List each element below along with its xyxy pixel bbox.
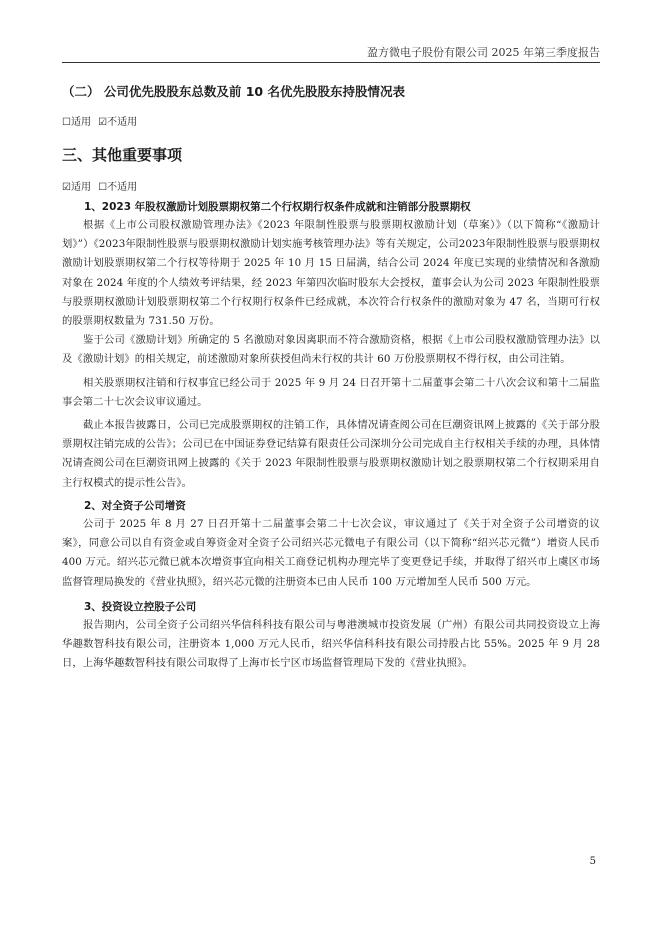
item-3-title: 3、投资设立控股子公司 bbox=[84, 601, 197, 613]
header-rule bbox=[62, 62, 600, 63]
page-number: 5 bbox=[589, 856, 596, 867]
item-2-title: 2、对全资子公司增资 bbox=[84, 500, 186, 512]
applicable-checkbox: ☑适用 bbox=[62, 182, 91, 193]
applicable-checkbox: ☐适用 bbox=[62, 117, 91, 128]
page-header: 盈方微电子股份有限公司 2025 年第三季度报告 bbox=[367, 46, 600, 59]
item-2-paragraph-1: 公司于 2025 年 8 月 27 日召开第十二届董事会第二十七次会议，审议通过了《关于对全资子公司增资的议案》，同意公司以自有资金或自筹资金对全资子公司绍兴芯元微电子有限公司（以下简称“绍兴芯元微”）增资人民币 400 万元。绍兴芯元微已就本次增资事宜向相关工商登记机构办理完毕了变更登记手续，并取得了绍兴市上虞区市场监督管理局换发的《营业执照》，绍兴芯元微的注册资本已由人民币 100 万元增加至人民币 500 万元。 bbox=[62, 518, 600, 588]
item-1-paragraph-2: 鉴于公司《激励计划》所确定的 5 名激励对象因离职而不符合激励资格，根据《上市公司股权激励管理办法》以及《激励计划》的相关规定，前述激励对象所获授但尚未行权的共计 60 万份股票期权不得行权，由公司注销。 bbox=[62, 334, 600, 366]
item-1-paragraph-1: 根据《上市公司股权激励管理办法》《2023 年限制性股票与股票期权激励计划（草案）》（以下简称“《激励计划》”）《2023年限制性股票与股票期权激励计划实施考核管理办法》等有关规定，公司2023年限制性股票与股票期权激励计划股票期权第二个行权等待期于 2025 年 10 月 15 日届满，结合公司 2024 年度已实现的业绩情况和各激励对象在 2024 年度的个人绩效考评结果，经 2023 年第四次临时股东大会授权，董事会认为公司 2023 年限制性股票与股票期权激励计划股票期权第二个行权期行权条件已经成就，本次符合行权条件的激励对象为 47 名，当期可行权的股票期权数量为 731.50 万份。 bbox=[62, 219, 600, 328]
item-1-paragraph-3: 相关股票期权注销和行权事宜已经公司于 2025 年 9 月 24 日召开第十二届董事会第二十八次会议和第十二届监事会第二十七次会议审议通过。 bbox=[62, 377, 600, 409]
not-applicable-checkbox: ☑不适用 bbox=[98, 117, 138, 128]
not-applicable-checkbox: ☐不适用 bbox=[98, 182, 138, 193]
section-2-title: （二） 公司优先股股东总数及前 10 名优先股股东持股情况表 bbox=[62, 84, 405, 99]
section-3-title: 三、其他重要事项 bbox=[62, 146, 183, 164]
item-1-paragraph-4: 截止本报告披露日，公司已完成股票期权的注销工作，具体情况请查阅公司在巨潮资讯网上披露的《关于部分股票期权注销完成的公告》；公司已在中国证券登记结算有限责任公司深圳分公司完成自主行权相关手续的办理，具体情况请查阅公司在巨潮资讯网上披露的《关于 2023 年限制性股票与股票期权激励计划之股票期权第二个行权期采用自主行权模式的提示性公告》。 bbox=[62, 419, 600, 489]
item-1-title: 1、2023 年股权激励计划股票期权第二个行权期行权条件成就和注销部分股票期权 bbox=[84, 201, 471, 213]
item-3-paragraph-1: 报告期内，公司全资子公司绍兴华信科科技有限公司与粤港澳城市投资发展（广州）有限公司共同投资设立上海华趣数智科技有限公司，注册资本 1,000 万元人民币，绍兴华信科科技有限公司持股占比 55%。2025 年 9 月 28 日，上海华趣数智科技有限公司取得了上海市长宁区市场监督管理局下发的《营业执照》。 bbox=[62, 619, 600, 670]
section-3-checkboxes bbox=[62, 178, 141, 193]
section-2-checkboxes bbox=[62, 113, 141, 128]
